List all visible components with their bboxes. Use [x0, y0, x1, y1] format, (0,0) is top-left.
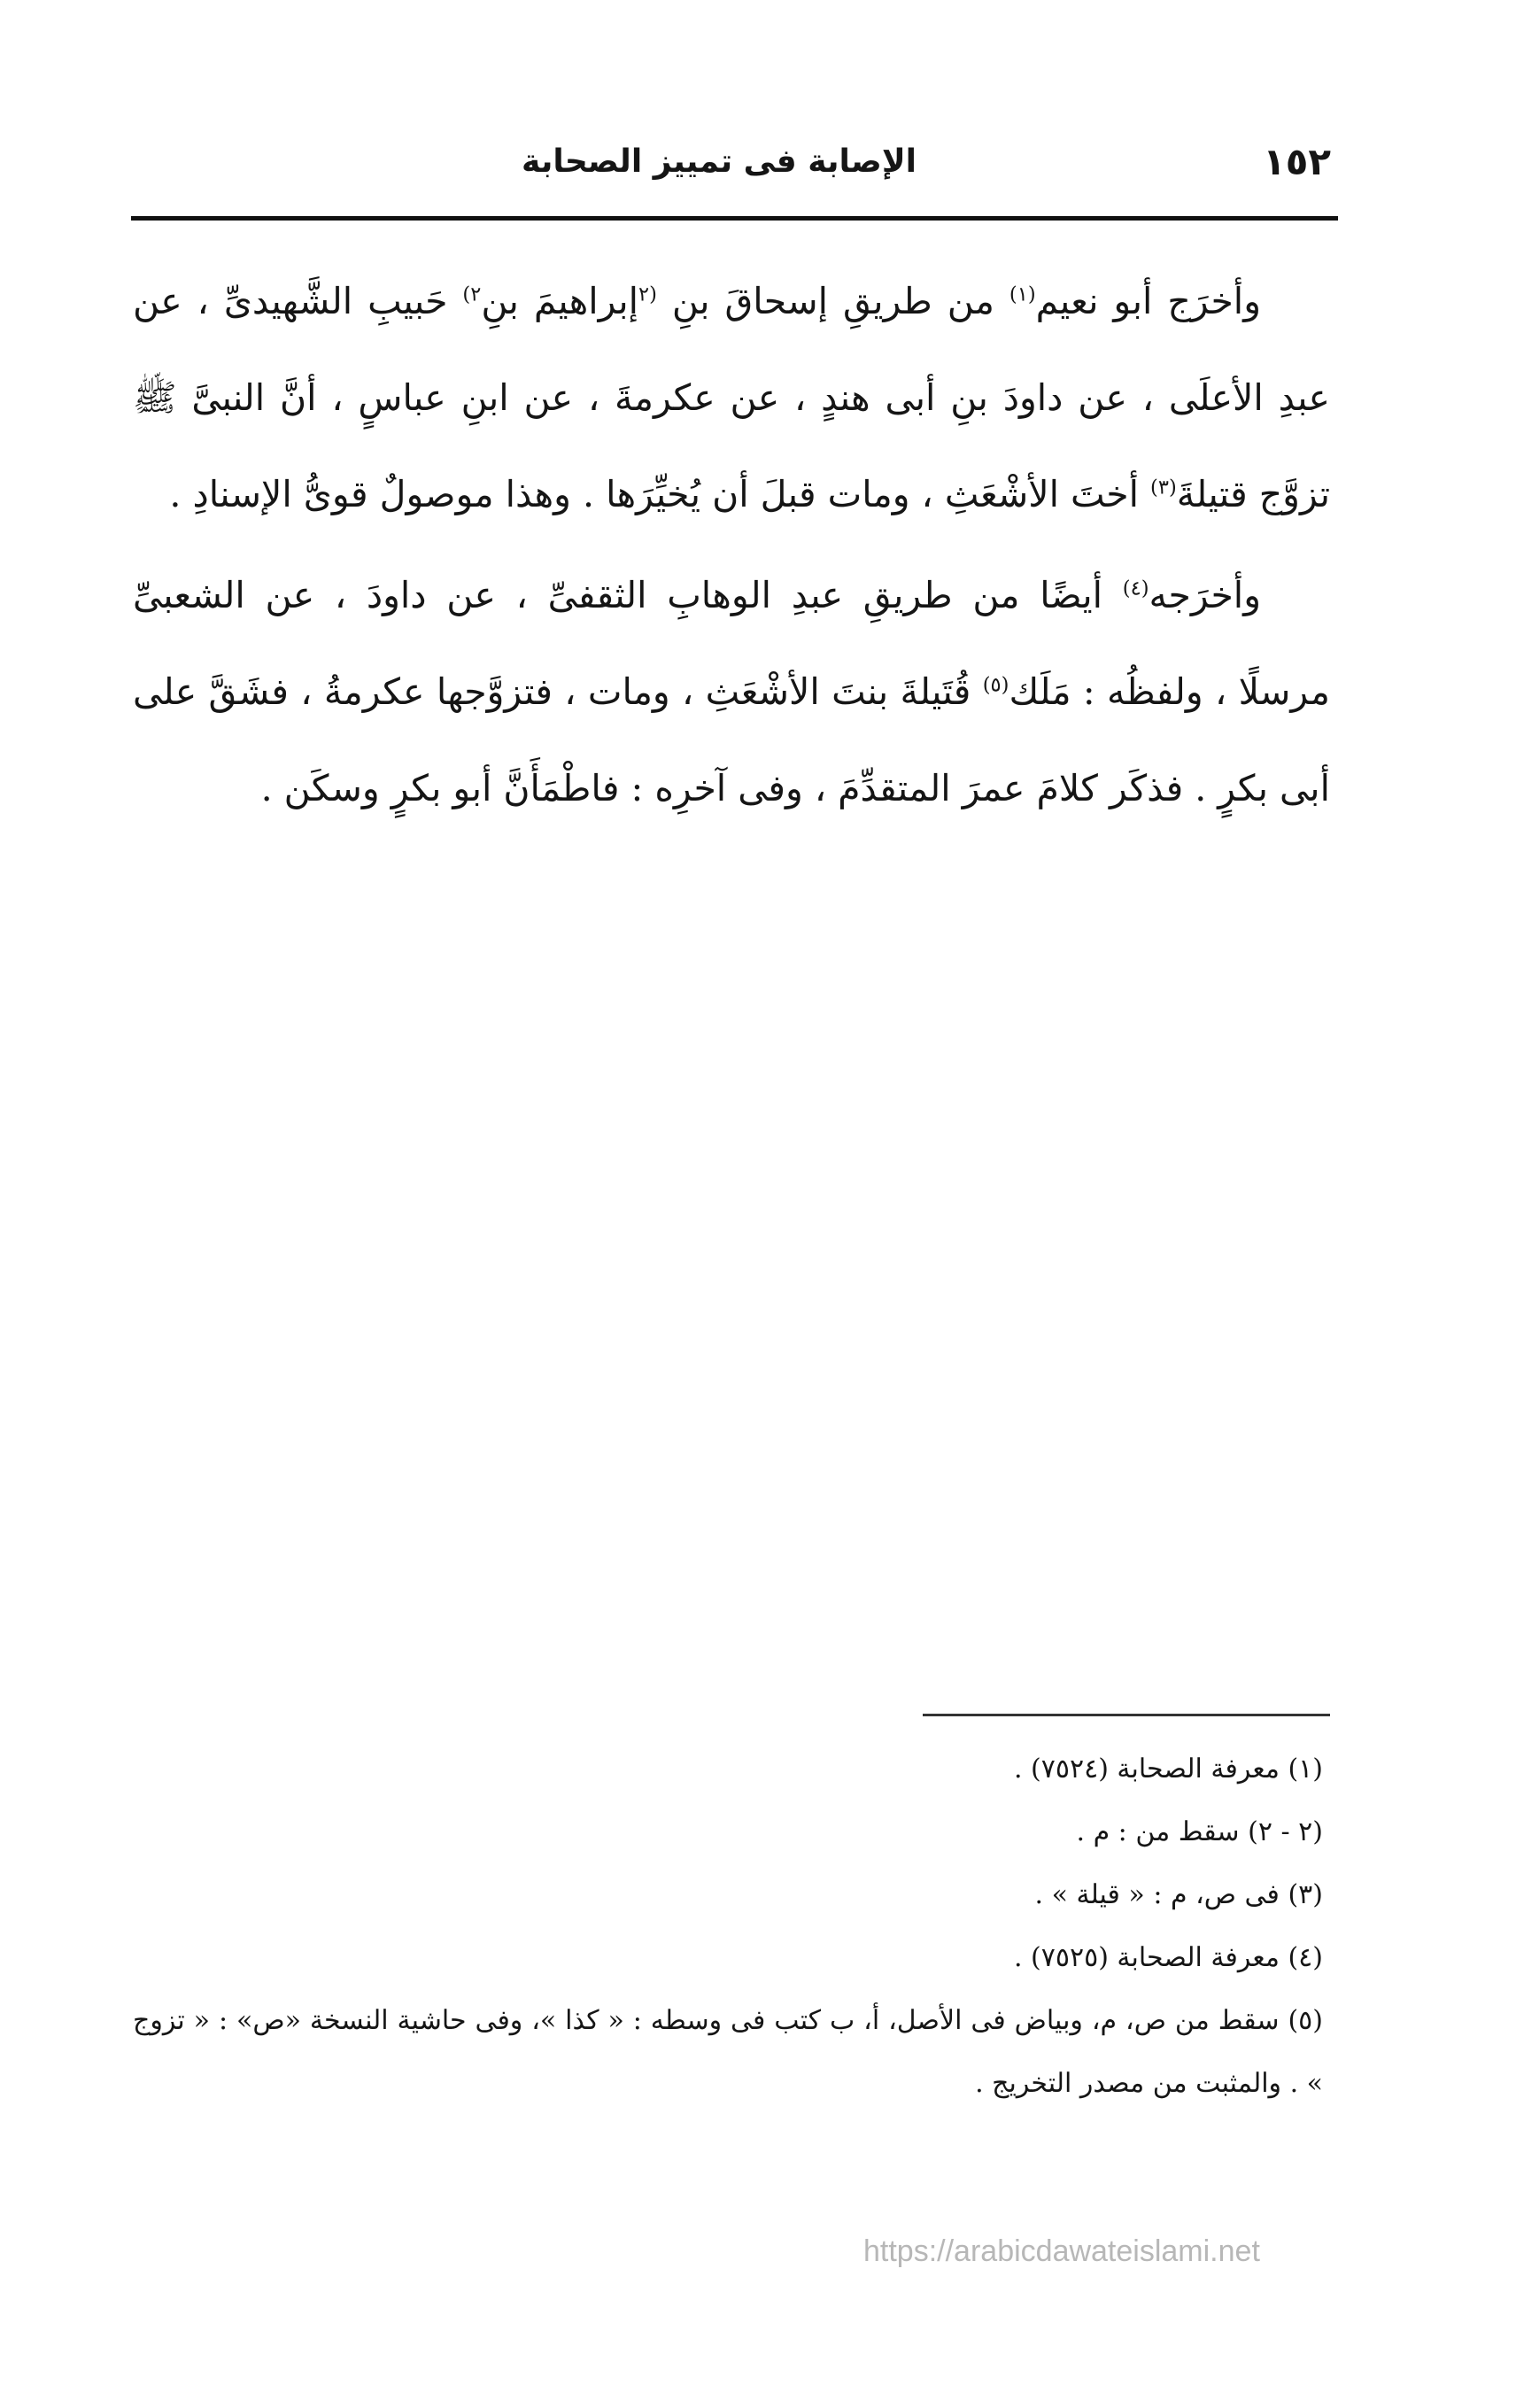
footnotes: [133, 1738, 1330, 2115]
watermark-url: https://arabicdawateislami.net: [863, 2234, 1260, 2268]
header-rule: [131, 216, 1338, 221]
footnote-5: (٥) سقط من ص، م، وبياض فى الأصل، أ، ب كتب فى وسطه : « كذا »، وفى حاشية النسخة «ص» : « تزوج » . والمثبت من مصدر التخريج .: [133, 2005, 1323, 2099]
footnote-reference-2-close: ٢): [462, 283, 482, 306]
paragraph-2-text-3: قُتَيلةَ بنتَ الأشْعَثِ ، ومات ، فتزوَّجها عكرمةُ ، فشَقَّ على أبى بكرٍ . فذكَر كلامَ عمرَ المتقدِّمَ ، وفى آخرِه : فاطْمَأَنَّ أبو بكرٍ وسكَن .: [133, 670, 1330, 809]
paragraph-2: [133, 547, 1330, 837]
footnote-1: (١) معرفة الصحابة (٧٥٢٤) .: [1013, 1754, 1323, 1785]
footnote-reference-1: (١): [1009, 283, 1036, 306]
main-text: [133, 253, 1330, 837]
paragraph-1: [133, 253, 1330, 543]
paragraph-1-text-3: إبراهيمَ بنِ: [481, 280, 639, 322]
page-number: ١٥٢: [1263, 140, 1331, 183]
paragraph-1-text-2: من طريقِ إسحاقَ بنِ: [656, 280, 1009, 322]
paragraph-2-text-2: أيضًا من طريقِ عبدِ الوهابِ الثقفىِّ ، عن داودَ ، عن الشعبىِّ مرسلًا ، ولفظُه : مَلَك: [133, 574, 1330, 713]
paragraph-2-text-1: وأخرَجه: [1149, 574, 1261, 616]
page-header: [131, 133, 1331, 191]
footnote-separator: [923, 1714, 1330, 1716]
paragraph-1-text-5: أختَ الأشْعَثِ ، ومات قبلَ أن يُخيِّرَها . وهذا موصولٌ قوىُّ الإسنادِ .: [169, 473, 1151, 515]
footnote-reference-5: (٥): [982, 673, 1009, 697]
footnote-4: (٤) معرفة الصحابة (٧٥٢٥) .: [1013, 1942, 1323, 1973]
footnote-3: (٣) فى ص، م : « قيلة » .: [1034, 1879, 1323, 1910]
footnote-2: (٢ - ٢) سقط من : م .: [1076, 1816, 1323, 1847]
footnote-reference-4: (٤): [1122, 577, 1149, 600]
paragraph-1-text-1: وأخرَج أبو نعيم: [1035, 280, 1261, 322]
footnote-reference-3: (٣): [1150, 476, 1177, 499]
running-title: الإصابة فى تمييز الصحابة: [522, 143, 917, 180]
footnote-reference-2-open: (٢: [638, 283, 657, 306]
paragraph-1-text-4: حَبيبِ الشَّهيدىِّ ، عن عبدِ الأعلَى ، عن داودَ بنِ أبى هندٍ ، عن عكرمةَ ، عن ابنِ عباسٍ ، أنَّ النبىَّ ﷺ تزوَّج قتيلةَ: [133, 280, 1330, 515]
